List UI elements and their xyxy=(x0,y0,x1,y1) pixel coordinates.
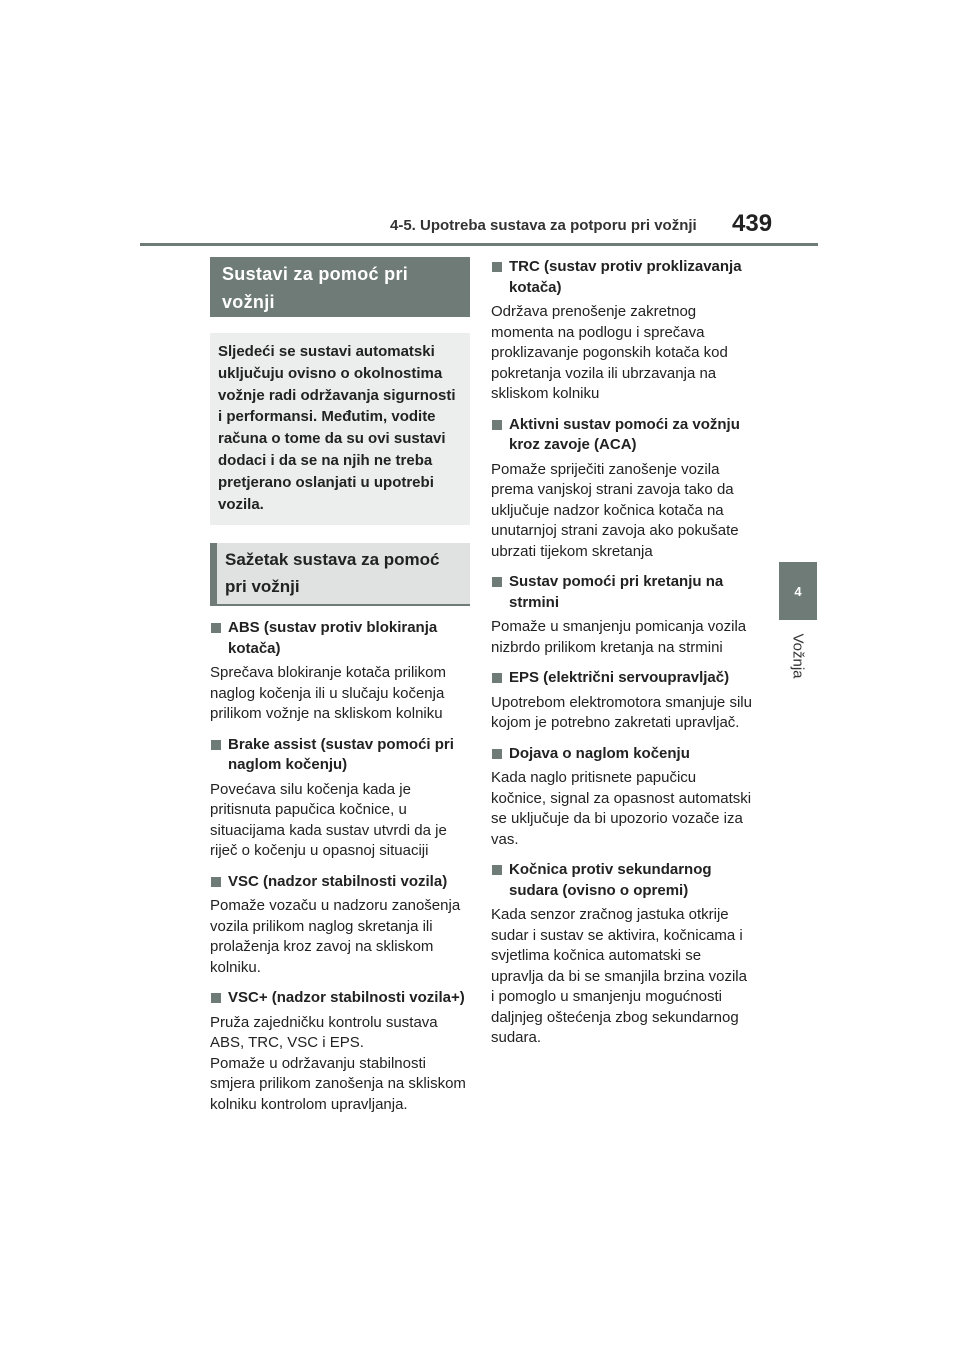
item-title: Sustav pomoći pri kretanju na strmini xyxy=(491,572,753,613)
right-column xyxy=(491,257,753,1049)
item-body: Pruža zajedničku kontrolu sustava ABS, TRC, VSC i EPS. xyxy=(210,1013,438,1052)
item-body: Pomaže vozaču u nadzoru zanošenja vozila prilikom naglog skretanja ili prolaženja kroz zavoj na skliskom kolniku. xyxy=(210,897,461,976)
item-body: Upotrebom elektromotora smanjuje silu kojom je potrebno zakretati upravljač. xyxy=(491,693,752,731)
running-header: 4-5. Upotreba sustava za potporu pri vožnji xyxy=(390,217,697,234)
square-bullet-icon xyxy=(211,740,221,750)
intro-box: Sljedeći se sustavi automatski uključuju ovisno o okolnostima vožnje radi održavanja sigurnosti i performansi. Međutim, vodite računa o tome da su ovi sustavi dodaci i da se na njih ne treba pretjerano oslanjati u upotrebi vozila. xyxy=(210,333,470,525)
list-item xyxy=(210,735,470,862)
left-column xyxy=(210,257,470,1115)
item-title: Dojava o naglom kočenju xyxy=(491,744,753,765)
chapter-tab: 4 xyxy=(779,562,817,620)
list-item xyxy=(491,744,753,851)
list-item xyxy=(491,668,753,734)
item-body: Održava prenošenje zakretnog momenta na podlogu i sprečava proklizavanje pogonskih kotača kod pokretanja vozila ili ubrzavanja na skliskom kolniku xyxy=(491,303,728,402)
list-item xyxy=(491,572,753,658)
list-item xyxy=(210,618,470,725)
square-bullet-icon xyxy=(492,673,502,683)
square-bullet-icon xyxy=(492,749,502,759)
list-item xyxy=(210,872,470,979)
square-bullet-icon xyxy=(492,262,502,272)
square-bullet-icon xyxy=(211,993,221,1003)
list-item xyxy=(210,988,470,1115)
item-title: ABS (sustav protiv blokiranja kotača) xyxy=(210,618,470,659)
item-title: VSC (nadzor stabilnosti vozila) xyxy=(210,872,470,893)
chapter-label: Vožnja xyxy=(789,633,807,679)
item-title: Brake assist (sustav pomoći pri naglom kočenju) xyxy=(210,735,470,776)
item-body: Pomaže spriječiti zanošenje vozila prema vanjskoj strani zavoja tako da uključuje nadzor kočnica kotača na unutarnjoj strani zavoja ako pokušate ubrzati tijekom skretanja xyxy=(491,460,739,560)
item-title: VSC+ (nadzor stabilnosti vozila+) xyxy=(210,988,470,1009)
item-body: Sprečava blokiranje kotača prilikom naglog kočenja ili u slučaju kočenja prilikom vožnje na skliskom kolniku xyxy=(210,664,446,723)
square-bullet-icon xyxy=(211,623,221,633)
item-title: Kočnica protiv sekundarnog sudara (ovisno o opremi) xyxy=(491,860,753,901)
square-bullet-icon xyxy=(211,877,221,887)
banner-title: Sustavi za pomoć pri vožnji xyxy=(210,257,470,317)
item-title: TRC (sustav protiv proklizavanja kotača) xyxy=(491,257,753,298)
page-number: 439 xyxy=(732,210,773,237)
square-bullet-icon xyxy=(492,420,502,430)
section-heading: Sažetak sustava za pomoć pri vožnji xyxy=(210,543,470,606)
list-item xyxy=(491,257,753,405)
square-bullet-icon xyxy=(492,577,502,587)
item-title: Aktivni sustav pomoći za vožnju kroz zavoje (ACA) xyxy=(491,415,753,456)
item-body: Pomaže u održavanju stabilnosti smjera prilikom zanošenja na skliskom kolniku kontrolom upravljanja. xyxy=(210,1054,466,1113)
item-body: Pomaže u smanjenju pomicanja vozila nizbrdo prilikom kretanja na strmini xyxy=(491,618,747,656)
item-body: Kada senzor zračnog jastuka otkrije sudar i sustav se aktivira, kočnicama i svjetlima kočnica automatski se upravlja da bi se smanjila brzina vozila i pomoglo u smanjenju mogućnosti daljnjeg oštećenja zbog sekundarnog sudara. xyxy=(491,906,747,1046)
item-title: EPS (električni servoupravljač) xyxy=(491,668,753,689)
list-item xyxy=(491,415,753,563)
item-body: Kada naglo pritisnete papučicu kočnice, signal za opasnost automatski se uključuje da bi upozorio vozače iza vas. xyxy=(491,769,752,848)
item-body: Povećava silu kočenja kada je pritisnuta papučica kočnice, u situacijama kada sustav utvrdi da je riječ o kočenju u opasnoj situaciji xyxy=(210,780,447,860)
list-item xyxy=(491,860,753,1049)
header-rule xyxy=(140,243,818,246)
square-bullet-icon xyxy=(492,865,502,875)
